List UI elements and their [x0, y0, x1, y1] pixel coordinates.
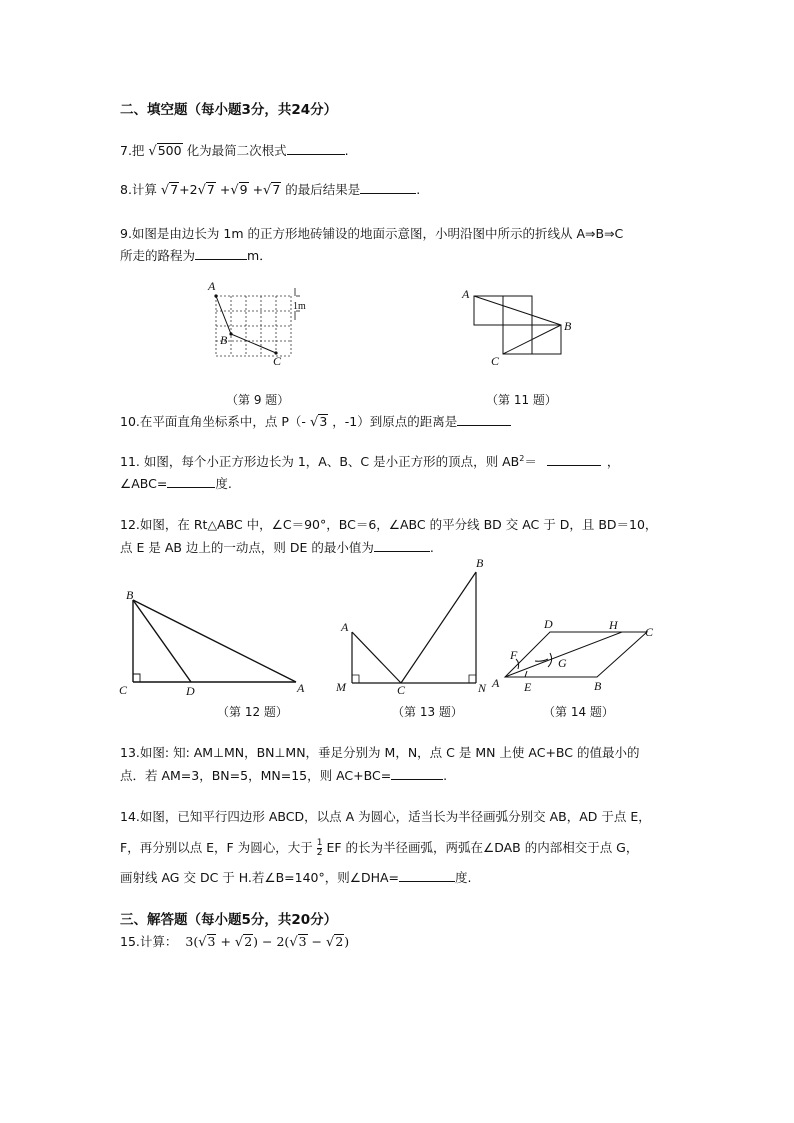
question-14-line3: 画射线 AG 交 DC 于 H.若∠B=140°，则∠DHA= 度.: [120, 870, 472, 885]
fig9-label-c: C: [273, 354, 282, 368]
question-8: 8.计算 √7+2√7 +√9 +√7 的最后结果是 .: [120, 182, 421, 198]
question-15: 15.计算： 3(√3 + √2) − 2(√3 − √2): [120, 934, 350, 950]
question-7: 7.把 √500 化为最简二次根式 .: [120, 143, 349, 159]
fig11-label-c: C: [491, 354, 500, 368]
fig13-label-b: B: [476, 556, 484, 570]
question-12-line1: 12.如图，在 Rt△ABC 中，∠C＝90°，BC＝6，∠ABC 的平分线 BD 交 AC 于 D，且 BD＝10，: [120, 517, 658, 532]
fig14-label-f: F: [510, 648, 518, 662]
q11-angle-blank[interactable]: [167, 474, 215, 488]
q8-answer-blank[interactable]: [360, 180, 416, 194]
q11-ab-blank[interactable]: [547, 452, 601, 466]
fig14-label-e: E: [524, 680, 532, 694]
figure-14: [490, 615, 670, 700]
fig13-label-c: C: [397, 683, 406, 697]
fig12-caption: （第 12 题）: [217, 705, 288, 719]
fig14-label-c: C: [645, 625, 654, 639]
question-11-line1: 11. 如图，每个小正方形边长为 1，A、B、C 是小正方形的顶点，则 $AB^2=$ ，: [120, 453, 620, 469]
fig13-label-a: A: [341, 620, 349, 634]
q7-text: 化为最简二次根式: [186, 143, 287, 158]
figure-11: [460, 285, 590, 375]
q14-answer-blank[interactable]: [399, 868, 455, 882]
fig12-label-d: D: [186, 684, 195, 698]
figure-12: [116, 585, 316, 700]
question-11-line2: ∠ABC= 度.: [120, 476, 232, 491]
question-13-line1: 13.如图: 知: AM⊥MN，BN⊥MN，垂足分别为 M，N，点 C 是 MN 上使 AC+BC 的值最小的: [120, 745, 640, 760]
question-10: 10.在平面直角坐标系中，点 P（- √3 ，-1）到原点的距离是: [120, 412, 511, 430]
question-14-line1: 14.如图，已知平行四边形 ABCD，以点 A 为圆心，适当长为半径画弧分别交 AB，AD 于点 E，: [120, 809, 651, 824]
fig12-label-b: B: [126, 588, 134, 602]
q13-answer-blank[interactable]: [391, 766, 443, 780]
fig9-caption: （第 9 题）: [226, 393, 290, 407]
fig12-label-c: C: [119, 683, 128, 697]
fig11-label-a: A: [462, 287, 470, 301]
q14-fraction: $\frac{1}{2}$: [316, 838, 323, 858]
fig13-caption: （第 13 题）: [392, 705, 463, 719]
question-9-line2: 所走的路程为 m．: [120, 248, 272, 263]
fig14-label-g: G: [558, 656, 567, 670]
fig11-label-b: B: [564, 319, 572, 333]
q9-answer-blank[interactable]: [195, 246, 247, 260]
question-9-line1: 9.如图是由边长为 1m 的正方形地砖铺设的地面示意图，小明沿图中所示的折线从 A⇒B⇒C: [120, 226, 624, 241]
fig14-label-a: A: [492, 676, 500, 690]
question-14-line2: F，再分别以点 E，F 为圆心，大于 $\frac{1}{2}$ EF 的长为半径画弧，两弧在∠DAB 的内部相交于点 G，: [120, 838, 639, 858]
q7-prefix: 7.把: [120, 143, 145, 158]
fig9-unit-label: 1m: [293, 301, 306, 312]
fig14-label-h: H: [609, 618, 618, 632]
figure-9: [200, 280, 330, 380]
q10-answer-blank[interactable]: [457, 412, 511, 426]
figure-13: [335, 553, 495, 698]
question-12-line2: 点 E 是 AB 边上的一动点，则 DE 的最小值为 .: [120, 540, 434, 555]
fig9-label-a: A: [208, 279, 216, 293]
q12-answer-blank[interactable]: [374, 538, 430, 552]
q7-answer-blank[interactable]: [287, 141, 345, 155]
question-13-line2: 点．若 AM=3，BN=5，MN=15，则 AC+BC= .: [120, 768, 448, 783]
fig14-label-b: B: [594, 679, 602, 693]
fig13-label-n: N: [478, 681, 487, 695]
fig14-label-d: D: [544, 617, 553, 631]
section3-title: 三、解答题（每小题5分，共20分）: [120, 912, 338, 928]
fig11-caption: （第 11 题）: [486, 393, 557, 407]
fig13-label-m: M: [336, 680, 346, 694]
fig12-label-a: A: [297, 681, 305, 695]
fig14-caption: （第 14 题）: [543, 705, 614, 719]
q7-radicand: 500: [157, 143, 182, 158]
fig9-label-b: B: [220, 333, 228, 347]
section2-title: 二、填空题（每小题3分，共24分）: [120, 102, 338, 118]
